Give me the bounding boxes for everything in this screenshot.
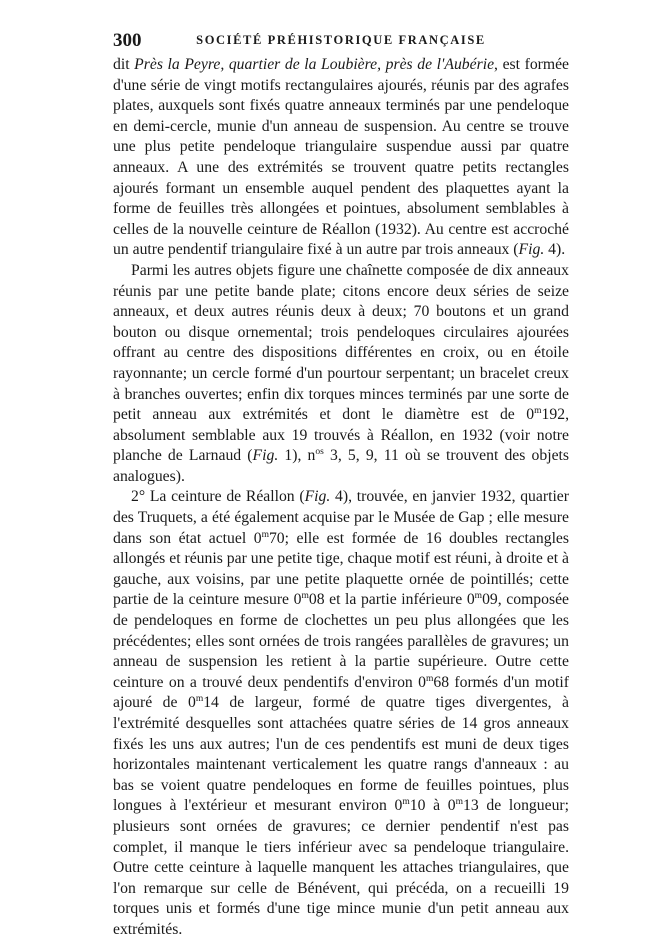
page-number: 300: [113, 30, 142, 51]
superscript: m: [261, 529, 269, 540]
superscript: m: [402, 797, 410, 808]
text-run: 68 formés d'un motif ajouré de 0: [113, 673, 569, 712]
italic-text: Près la Peyre, quartier de la Loubière, près de l'Aubérie: [134, 56, 495, 73]
paragraph: [113, 487, 569, 940]
superscript: m: [534, 406, 542, 417]
paragraph: [113, 261, 569, 488]
superscript: m: [474, 591, 483, 602]
text-run: , est formée d'une série de vingt motifs rectangulaires ajourés, réunis par des agrafes plates, auxquels sont fixés quatre anneaux terminés par une pendeloque en demi-cercle, munie d'un anneau de suspension. Au centre se trouve une plus petite pendeloque triangulaire suspendue aussi par quatre anneaux. A une des extrémités se trouvent quatre petits rectangles ajourés formant un ensemble auquel pendent des plaquettes ayant la forme de feuilles très allongées et pointues, absolument semblables à celles de la nouvelle ceinture de Réallon (1932). Au centre est accroché un autre pendentif triangulaire fixé à un autre par trois anneaux (: [113, 56, 570, 259]
text-run: 70; elle est formée de 16 doubles rectangles allongés et réunis par une petite tige, chaque motif est réuni, à droite et à gauche, aux voisins, par une petite plaquette ornée de pointillés; cette partie de la ceinture mesure 0: [113, 529, 569, 609]
text-run: 4), trouvée, en janvier 1932, quartier des Truquets, a été également acquise par le Musée de Gap ; elle mesure dans son état actuel 0: [113, 488, 569, 547]
text-run: 08 et la partie inférieure 0: [308, 591, 475, 609]
text-run: dit: [113, 56, 135, 73]
text-run: 13 de longueur; plusieurs sont ornées de gravures; ce dernier pendentif n'est pas complet, il manque le tiers inférieur avec sa pendeloque triangulaire. Outre cette ceinture à laquelle manquent les attaches triangulaires, que l'on remarque sur celle de Bénévent, qui précéda, on a recueilli 19 torques unis et formés d'une tige mince munie d'un petit anneau aux extrémités.: [113, 797, 569, 938]
text-run: 10 à 0: [409, 797, 456, 815]
superscript: m: [301, 591, 309, 602]
italic-text: Fig.: [252, 447, 279, 465]
paragraph: [113, 55, 569, 261]
text-run: 3, 5, 9, 11 où se trouvent des objets analogues).: [113, 447, 569, 485]
text-run: 192, absolument semblable aux 19 trouvés à Réallon, en 1932 (voir notre planche de Larnaud (: [113, 406, 569, 465]
text-run: 14 de largeur, formé de quatre tiges divergentes, à l'extrémité desquelles sont attachées quatre séries de 14 gros anneaux fixés les uns aux autres; l'un de ces pendentifs est muni de deux tiges horizontales maintenant verticalement les quatre rangs d'anneaux : au bas se voient quatre pendeloques en forme de feuilles pointues, plus longues à l'extérieur et mesurant environ 0: [113, 694, 569, 815]
page-header: [113, 30, 569, 50]
text-run: 09, composée de pendeloques en forme de clochettes un peu plus allongées que les précédentes; elles sont ornées de trois rangées parallèles de gravures; un anneau de suspension les retient à la partie supérieure. Outre cette ceinture on a trouvé deux pendentifs d'environ 0: [113, 591, 569, 691]
text-run: 4).: [544, 241, 566, 259]
italic-text: Fig.: [304, 488, 331, 506]
text-run: Parmi les autres objets figure une chaînette composée de dix anneaux réunis par une petite bande plate; citons encore deux séries de seize anneaux, et deux autres réunis deux à deux; 70 boutons et un grand bouton ou disque ornemental; trois pendeloques circulaires ajourées offrant au centre des dispositions différentes en croix, ou en étoile rayonnante; un cercle formé d'un pourtour serpentant; un bracelet creux à branches ouvertes; enfin dix torques minces terminés par une sorte de petit anneau aux extrémités et dont le diamètre est de 0: [113, 261, 569, 424]
superscript: m: [425, 673, 434, 684]
running-head: SOCIÉTÉ PRÉHISTORIQUE FRANÇAISE: [196, 33, 486, 47]
superscript: m: [455, 797, 464, 808]
text-run: 2° La ceinture de Réallon (: [131, 488, 305, 506]
body-text: [113, 55, 570, 938]
text-run: 1), n: [278, 447, 316, 465]
italic-text: Fig.: [518, 241, 545, 259]
superscript: m: [195, 694, 204, 705]
superscript: os: [315, 447, 324, 458]
